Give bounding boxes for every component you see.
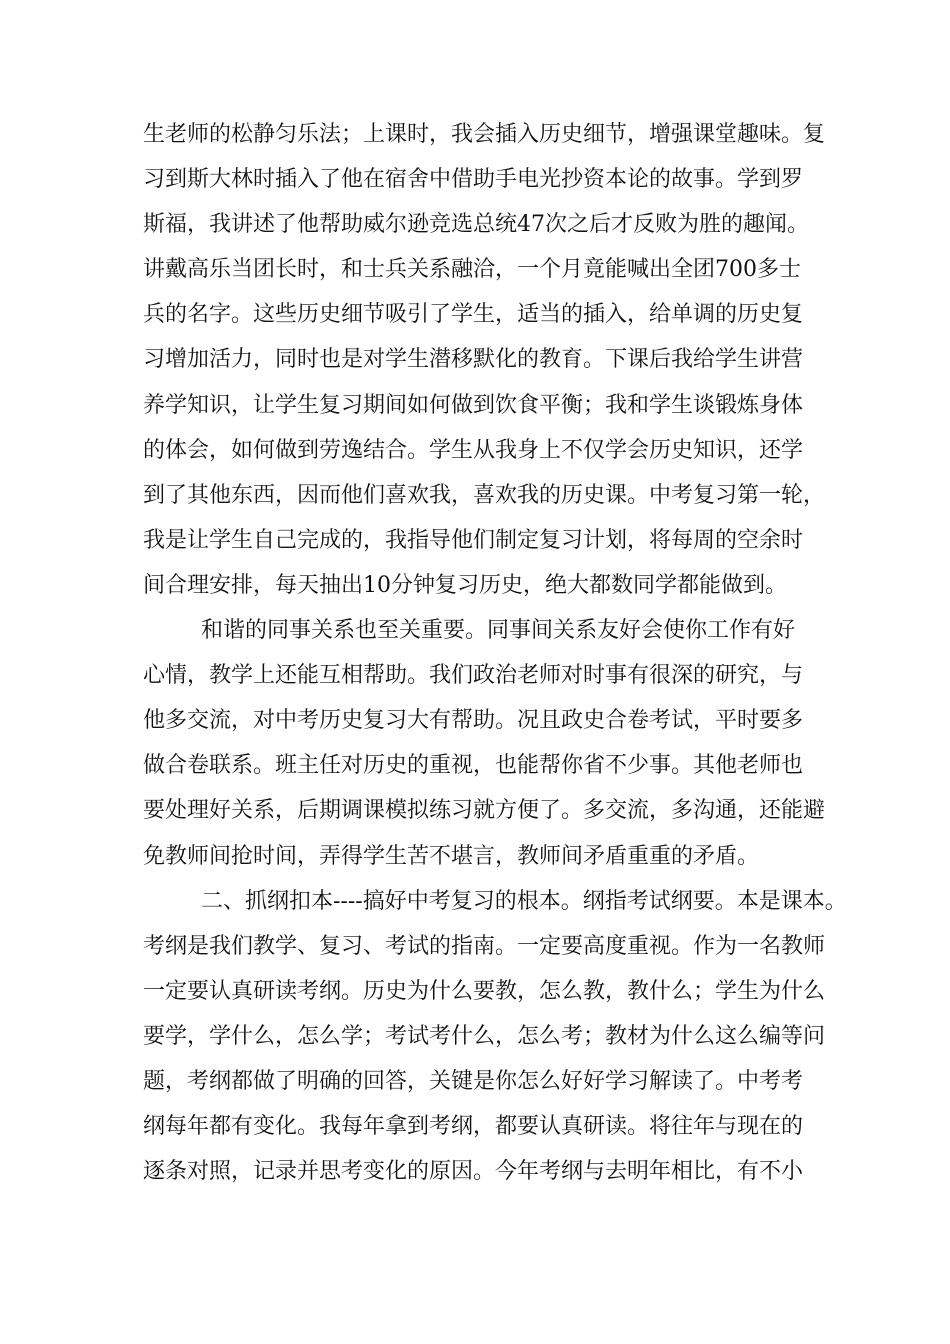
text-line: 的体会，如何做到劳逸结合。学生从我身上不仅学会历史知识，还学 xyxy=(143,437,804,463)
paragraph-first-line: 二、抓纲扣本----搞好中考复习的根本。纲指考试纲要。本是课本。 xyxy=(201,888,847,914)
text-line: 一定要认真研读考纲。历史为什么要教，怎么教，教什么；学生为什么 xyxy=(143,978,826,1004)
text-line: 题，考纲都做了明确的回答，关键是你怎么好好学习解读了。中考考 xyxy=(143,1068,804,1094)
text-line: 逐条对照，记录并思考变化的原因。今年考纲与去明年相比，有不小 xyxy=(143,1159,804,1185)
text-line: 习增加活力，同时也是对学生潜移默化的教育。下课后我给学生讲营 xyxy=(143,347,804,373)
text-line: 做合卷联系。班主任对历史的重视，也能帮你省不少事。其他老师也 xyxy=(143,753,804,779)
text-line: 生老师的松静匀乐法；上课时，我会插入历史细节，增强课堂趣味。复 xyxy=(143,122,826,147)
text-line: 到了其他东西，因而他们喜欢我，喜欢我的历史课。中考复习第一轮， xyxy=(143,482,826,508)
text-line: 考纲是我们教学、复习、考试的指南。一定要高度重视。作为一名教师 xyxy=(143,933,826,959)
text-line: 讲戴高乐当团长时，和士兵关系融洽，一个月竟能喊出全团700多士 xyxy=(143,257,801,283)
text-line: 免教师间抢时间，弄得学生苦不堪言，教师间矛盾重重的矛盾。 xyxy=(143,843,760,869)
text-line: 斯福，我讲述了他帮助威尔逊竞选总统47次之后才反败为胜的趣闻。 xyxy=(143,212,809,238)
text-line: 心情，教学上还能互相帮助。我们政治老师对时事有很深的研究，与 xyxy=(143,663,804,689)
text-line: 我是让学生自己完成的，我指导他们制定复习计划，将每周的空余时 xyxy=(143,527,804,553)
text-line: 间合理安排，每天抽出10分钟复习历史，绝大都数同学都能做到。 xyxy=(143,572,787,598)
document-body xyxy=(143,112,847,1194)
text-line: 养学知识，让学生复习期间如何做到饮食平衡；我和学生谈锻炼身体 xyxy=(143,392,804,418)
text-line: 要学，学什么，怎么学；考试考什么，怎么考；教材为什么这么编等问 xyxy=(143,1023,826,1049)
text-line: 要处理好关系，后期调课模拟练习就方便了。多交流，多沟通，还能避 xyxy=(143,798,826,824)
text-line: 纲每年都有变化。我每年拿到考纲，都要认真研读。将往年与现在的 xyxy=(143,1114,804,1140)
text-line: 兵的名字。这些历史细节吸引了学生，适当的插入，给单调的历史复 xyxy=(143,302,804,328)
paragraph-first-line: 和谐的同事关系也至关重要。同事间关系友好会使你工作有好 xyxy=(201,618,796,644)
text-line: 他多交流，对中考历史复习大有帮助。况且政史合卷考试，平时要多 xyxy=(143,708,804,734)
text-line: 习到斯大林时插入了他在宿舍中借助手电光抄资本论的故事。学到罗 xyxy=(143,167,804,193)
